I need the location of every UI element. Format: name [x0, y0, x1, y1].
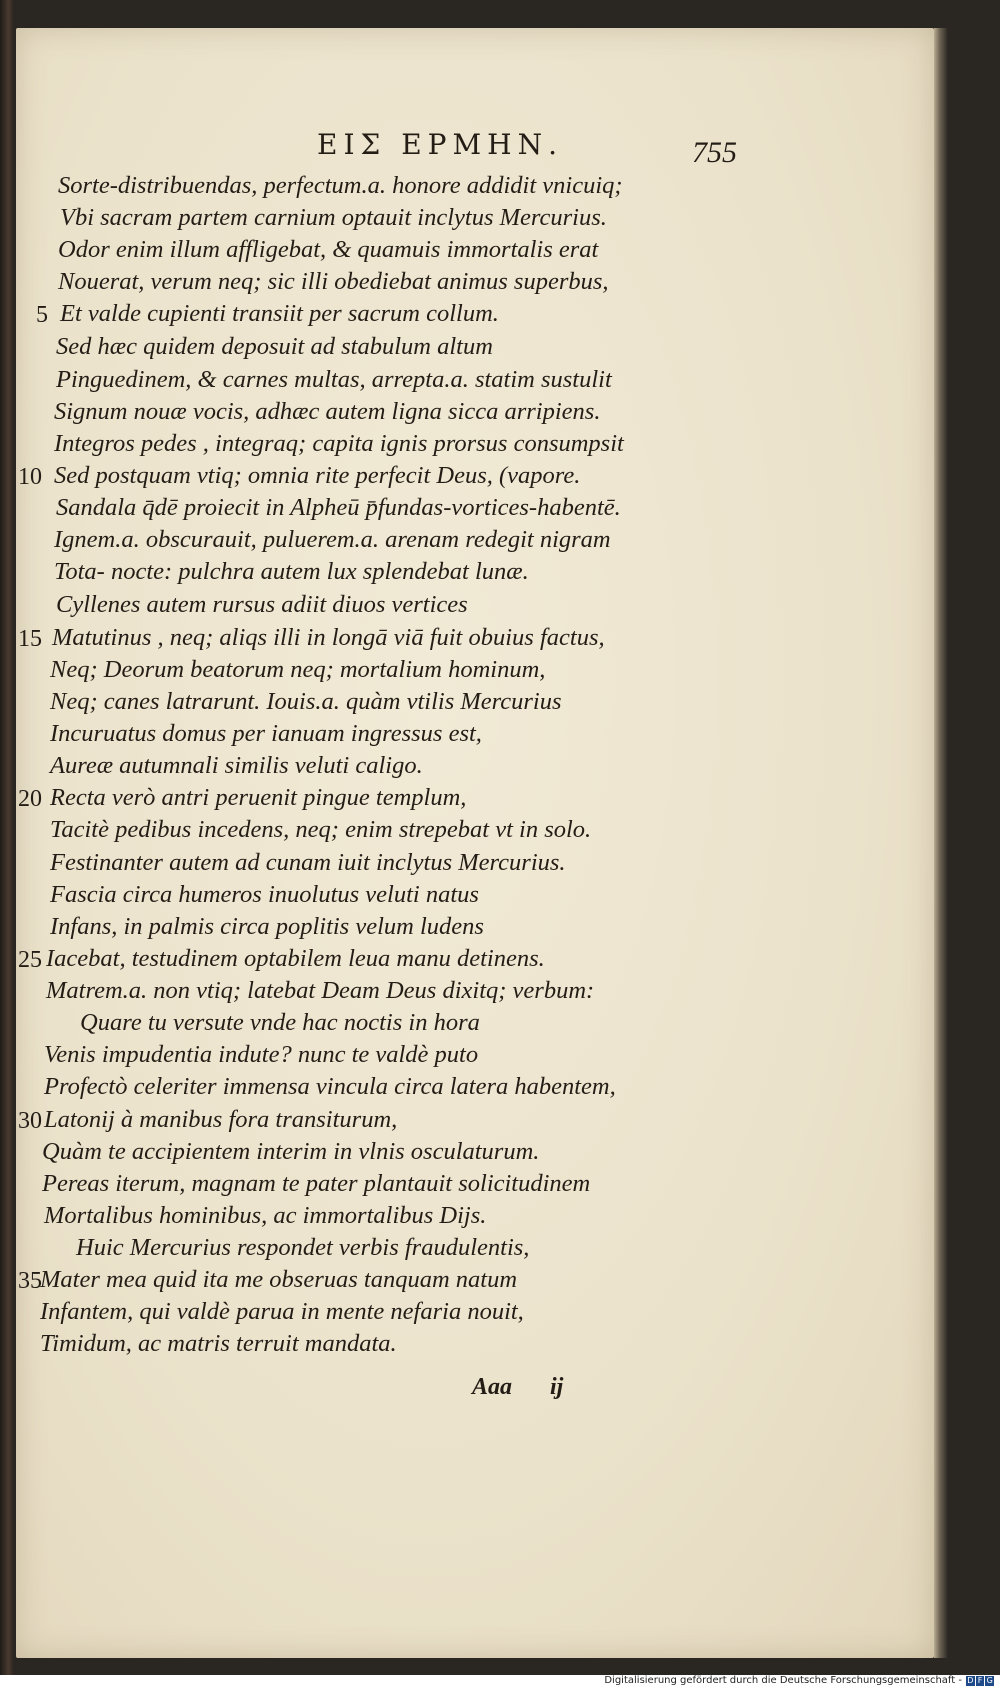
- verse-line: Aureæ autumnali similis veluti caligo.: [50, 752, 423, 779]
- verse-line: Quàm te accipientem interim in vlnis osculaturum.: [42, 1138, 540, 1165]
- verse-line: Iacebat, testudinem optabilem leua manu detinens.: [46, 945, 545, 972]
- running-header: ΕΙΣ ΕΡΜΗΝ.: [317, 128, 563, 161]
- verse-line: Vbi sacram partem carnium optauit inclytus Mercurius.: [60, 204, 607, 231]
- verse-line: Sandala q̄dē proiecit in Alpheū p̄fundas-vortices-habentē.: [56, 494, 621, 521]
- line-number: 35: [18, 1268, 42, 1294]
- dfg-logo: [966, 1676, 994, 1686]
- verse-line: Incuruatus domus per ianuam ingressus est,: [50, 720, 482, 747]
- verse-line: Pinguedinem, & carnes multas, arrepta.a. statim sustulit: [56, 366, 612, 393]
- line-number: 15: [18, 626, 42, 652]
- verse-line: Matutinus , neq; aliqs illi in longā viā fuit obuius factus,: [52, 624, 605, 651]
- verse-line: Odor enim illum affligebat, & quamuis immortalis erat: [58, 236, 599, 263]
- verse-line: Timidum, ac matris terruit mandata.: [40, 1330, 397, 1357]
- verse-line: Sed postquam vtiq; omnia rite perfecit Deus, (vapore.: [54, 462, 581, 489]
- verse-line: Festinanter autem ad cunam iuit inclytus Mercurius.: [50, 849, 566, 876]
- printer-signature: Aaa ij: [472, 1374, 564, 1400]
- verse-line: Cyllenes autem rursus adiit diuos vertices: [56, 591, 468, 618]
- verse-line: Sorte-distribuendas, perfectum.a. honore addidit vnicuiq;: [58, 172, 623, 199]
- verse-line: Infantem, qui valdè parua in mente nefaria nouit,: [40, 1298, 524, 1325]
- verse-line: Huic Mercurius respondet verbis fraudulentis,: [76, 1234, 530, 1261]
- verse-line: Neq; canes latrarunt. Iouis.a. quàm vtilis Mercurius: [50, 688, 562, 715]
- line-number: 30: [18, 1108, 42, 1134]
- verse-line: Nouerat, verum neq; sic illi obediebat animus superbus,: [58, 268, 609, 295]
- verse-line: Integros pedes , integraq; capita ignis prorsus consumpsit: [54, 430, 624, 457]
- verse-line: Mater mea quid ita me obseruas tanquam natum: [40, 1266, 518, 1293]
- dfg-logo-letter: G: [986, 1676, 993, 1685]
- footer-credit: Digitalisierung gefördert durch die Deutsche Forschungsgemeinschaft -: [604, 1675, 962, 1686]
- line-number: 5: [36, 302, 48, 328]
- verse-line: Neq; Deorum beatorum neq; mortalium hominum,: [50, 656, 546, 683]
- verse-line: Mortalibus hominibus, ac immortalibus Dijs.: [44, 1202, 487, 1229]
- verse-line: Infans, in palmis circa poplitis velum ludens: [50, 913, 484, 940]
- verse-line: Profectò celeriter immensa vincula circa latera habentem,: [44, 1073, 616, 1100]
- verse-line: Sed hæc quidem deposuit ad stabulum altum: [56, 333, 493, 360]
- book-left-edge: [0, 0, 14, 1675]
- dfg-logo-letter: F: [976, 1676, 985, 1686]
- verse-line: Fascia circa humeros inuolutus veluti natus: [50, 881, 479, 908]
- line-number: 25: [18, 947, 42, 973]
- book-right-edge: [934, 28, 948, 1658]
- verse-line: Tota- nocte: pulchra autem lux splendebat lunæ.: [54, 558, 529, 585]
- verse-line: Latonij à manibus fora transiturum,: [44, 1106, 398, 1133]
- verse-line: Recta verò antri peruenit pingue templum,: [50, 784, 467, 811]
- verse-line: Quare tu versute vnde hac noctis in hora: [80, 1009, 480, 1036]
- verse-line: Tacitè pedibus incedens, neq; enim strepebat vt in solo.: [50, 816, 592, 843]
- verse-line: Pereas iterum, magnam te pater plantauit solicitudinem: [42, 1170, 591, 1197]
- verse-line: Ignem.a. obscurauit, puluerem.a. arenam redegit nigram: [54, 526, 611, 553]
- digitization-footer: [0, 1675, 1000, 1687]
- verse-line: Signum nouæ vocis, adhæc autem ligna sicca arripiens.: [54, 398, 601, 425]
- line-number: 20: [18, 786, 42, 812]
- page-number: 755: [692, 136, 737, 169]
- verse-line: Venis impudentia indute? nunc te valdè puto: [44, 1041, 479, 1068]
- verse-line: Matrem.a. non vtiq; latebat Deam Deus dixitq; verbum:: [46, 977, 595, 1004]
- verse-line: Et valde cupienti transiit per sacrum collum.: [60, 300, 499, 327]
- dfg-logo-letter: D: [967, 1676, 974, 1685]
- line-number: 10: [18, 464, 42, 490]
